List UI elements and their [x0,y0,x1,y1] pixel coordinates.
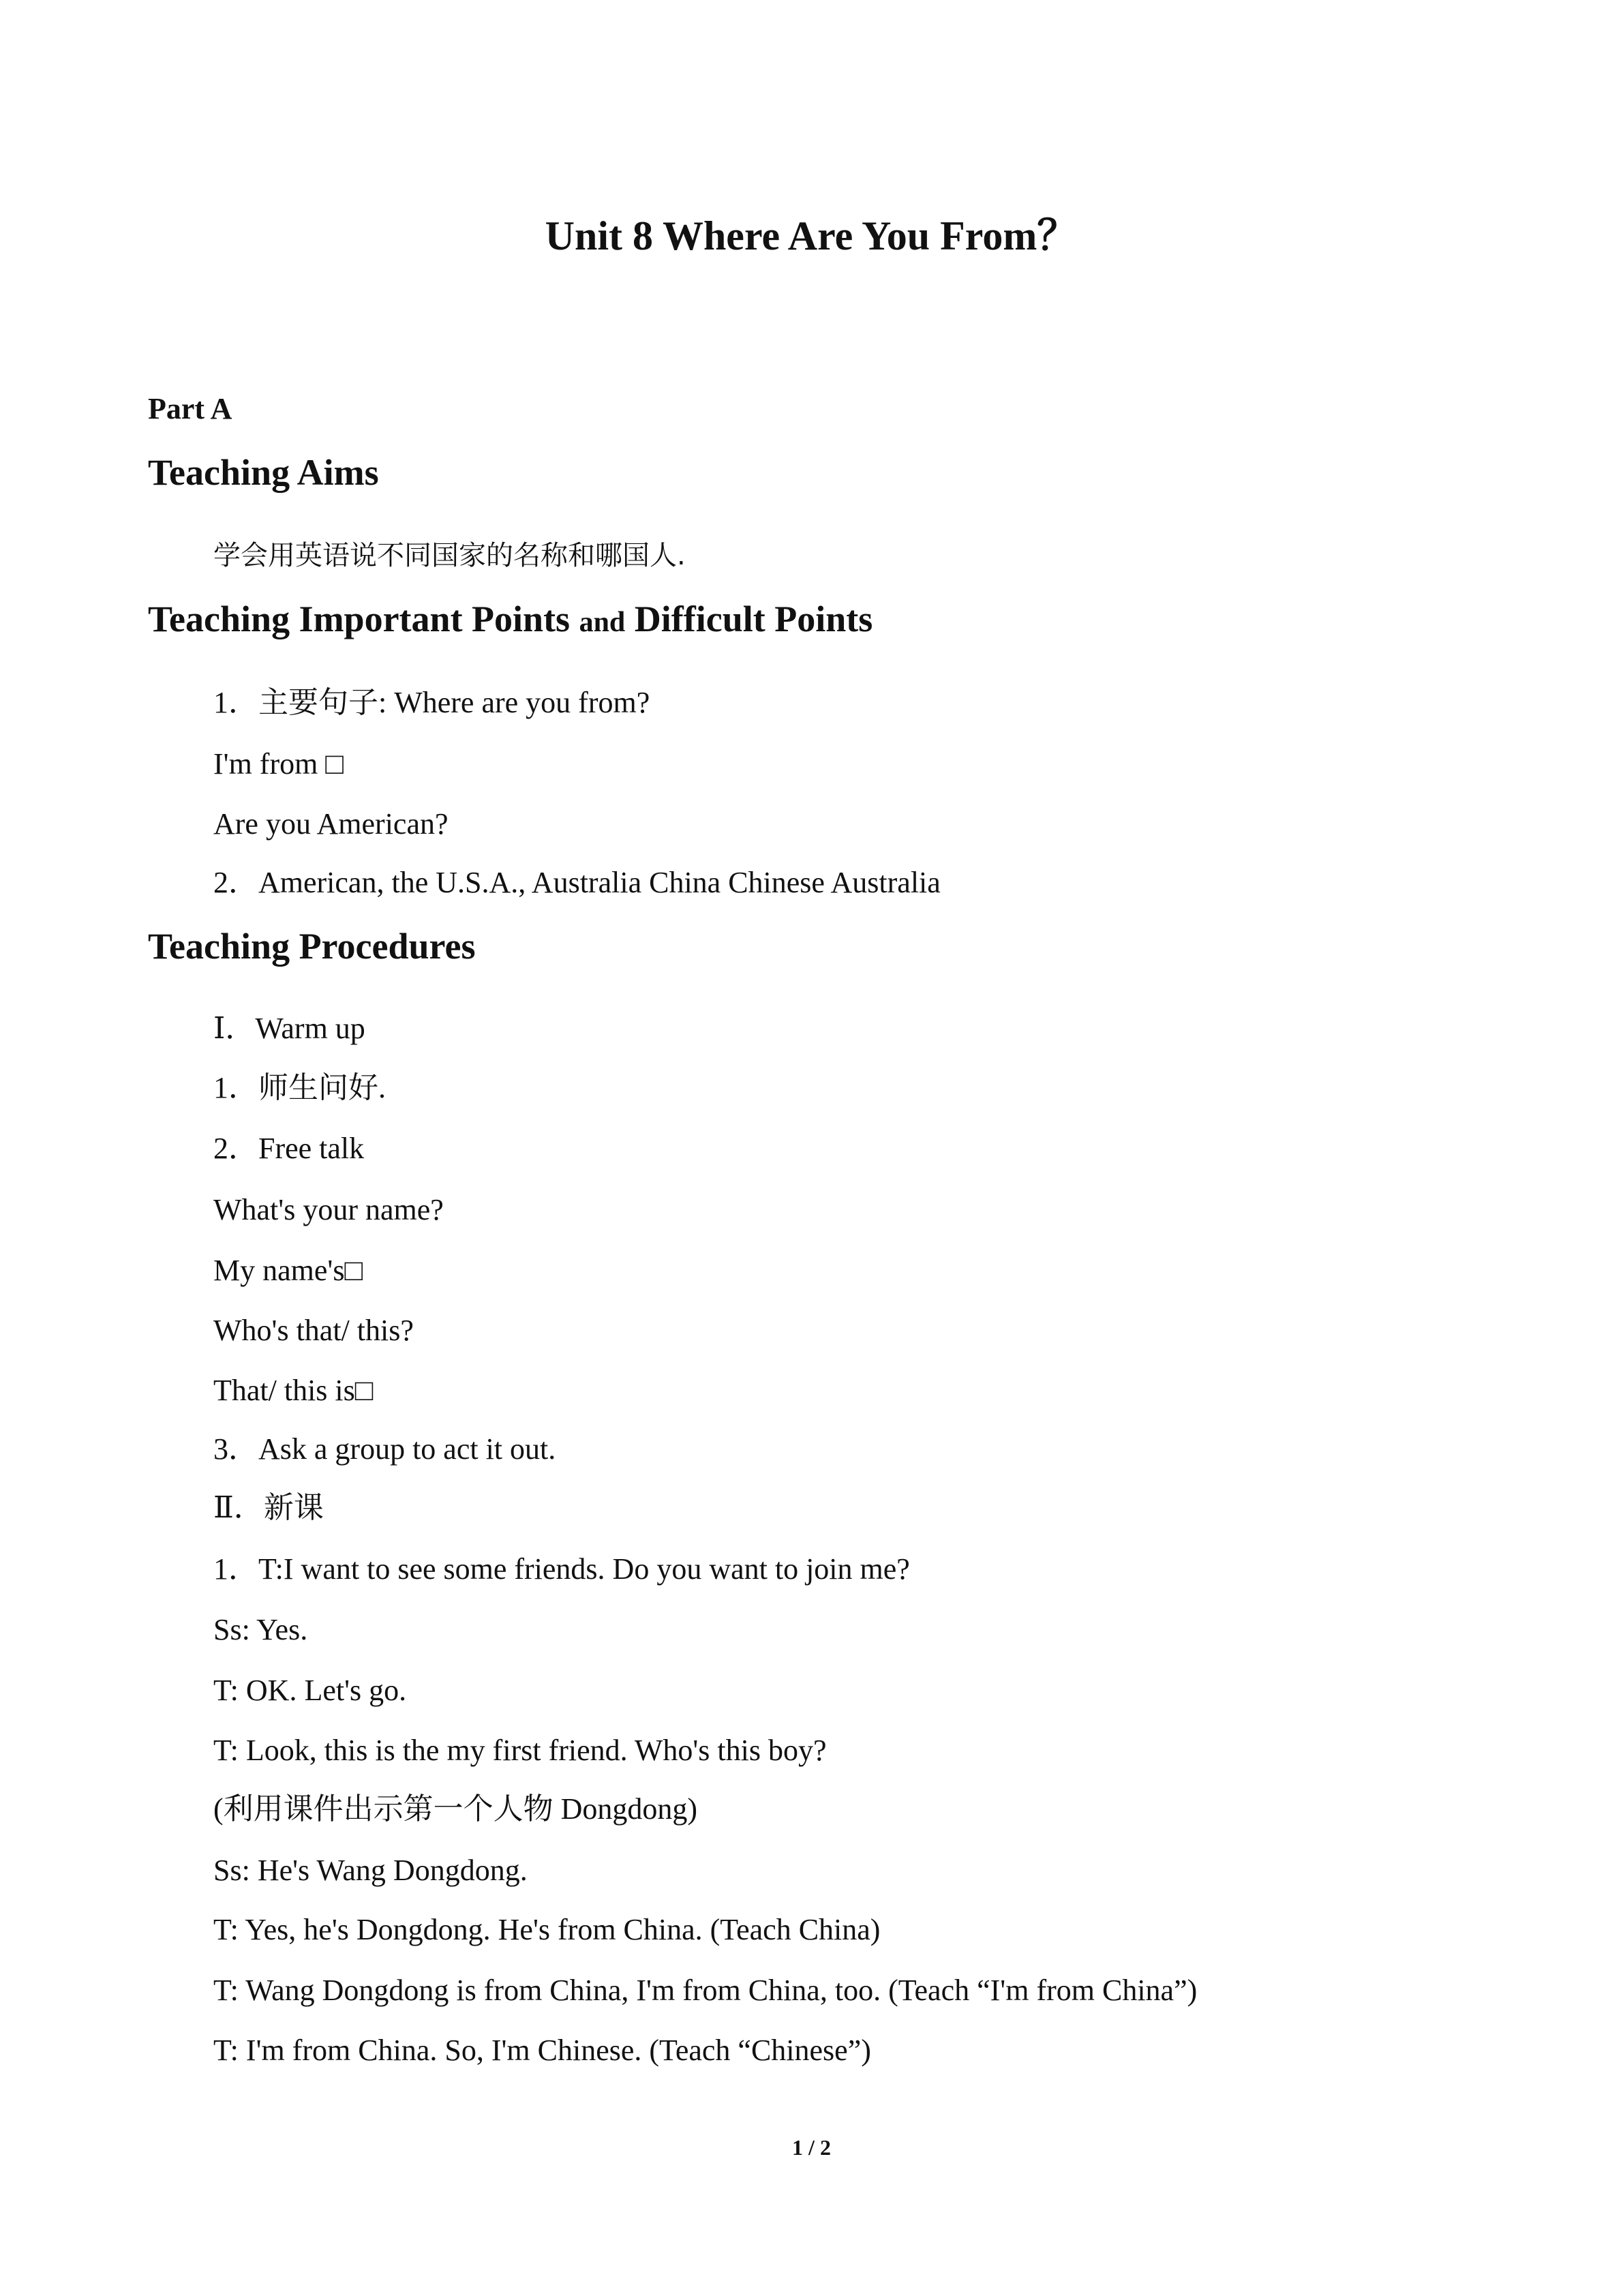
page-total: 2 [819,2135,831,2160]
procedure-line: Ⅱ．新课 [213,1491,324,1524]
procedure-line: T: I'm from China. So, I'm Chinese. (Teach “Chinese”) [213,2034,871,2067]
page-separator: / [803,2135,820,2160]
point-line: I'm from □ [213,747,344,781]
procedure-line: Who's that/ this? [213,1314,414,1347]
document-title: Unit 8 Where Are You From？ [545,213,1078,258]
procedure-line: Ⅰ．Warm up [213,1012,365,1045]
procedure-line: (利用课件出示第一个人物 Dongdong) [213,1792,698,1826]
part-label: Part A [148,392,232,425]
point-line: Are you American? [213,807,449,841]
points-heading-part-b: Difficult Points [625,599,873,639]
procedure-line: T: Yes, he's Dongdong. He's from China. (Teach China) [213,1913,881,1946]
procedure-line: 2．Free talk [213,1132,365,1165]
procedure-line: What's your name? [213,1193,444,1226]
points-heading [148,594,873,647]
procedure-line: T: OK. Let's go. [213,1674,407,1707]
procedure-line: That/ this is□ [213,1374,374,1407]
teaching-procedures-heading: Teaching Procedures [148,926,476,967]
procedure-line: T: Look, this is the my first friend. Who's this boy? [213,1734,827,1767]
teaching-aims-heading: Teaching Aims [148,452,379,493]
points-heading-and: and [579,607,626,638]
point-line: 1．主要句子: Where are you from? [213,686,650,719]
procedure-line: T: Wang Dongdong is from China, I'm from China, too. (Teach “I'm from China”) [213,1974,1198,2007]
point-line: 2．American, the U.S.A., Australia China Chinese Australia [213,866,941,899]
procedure-line: 1．T:I want to see some friends. Do you want to join me? [213,1552,910,1586]
procedure-line: 3．Ask a group to act it out. [213,1432,556,1466]
procedure-line: My name's□ [213,1254,363,1287]
procedure-line: Ss: He's Wang Dongdong. [213,1854,528,1887]
page-number [0,2132,1623,2162]
page-current: 1 [792,2135,804,2160]
procedure-line: 1．师生问好. [213,1071,386,1104]
points-heading-part-a: Teaching Important Points [148,599,579,639]
aims-text: 学会用英语说不同国家的名称和哪国人. [213,540,686,571]
procedure-line: Ss: Yes. [213,1613,308,1646]
